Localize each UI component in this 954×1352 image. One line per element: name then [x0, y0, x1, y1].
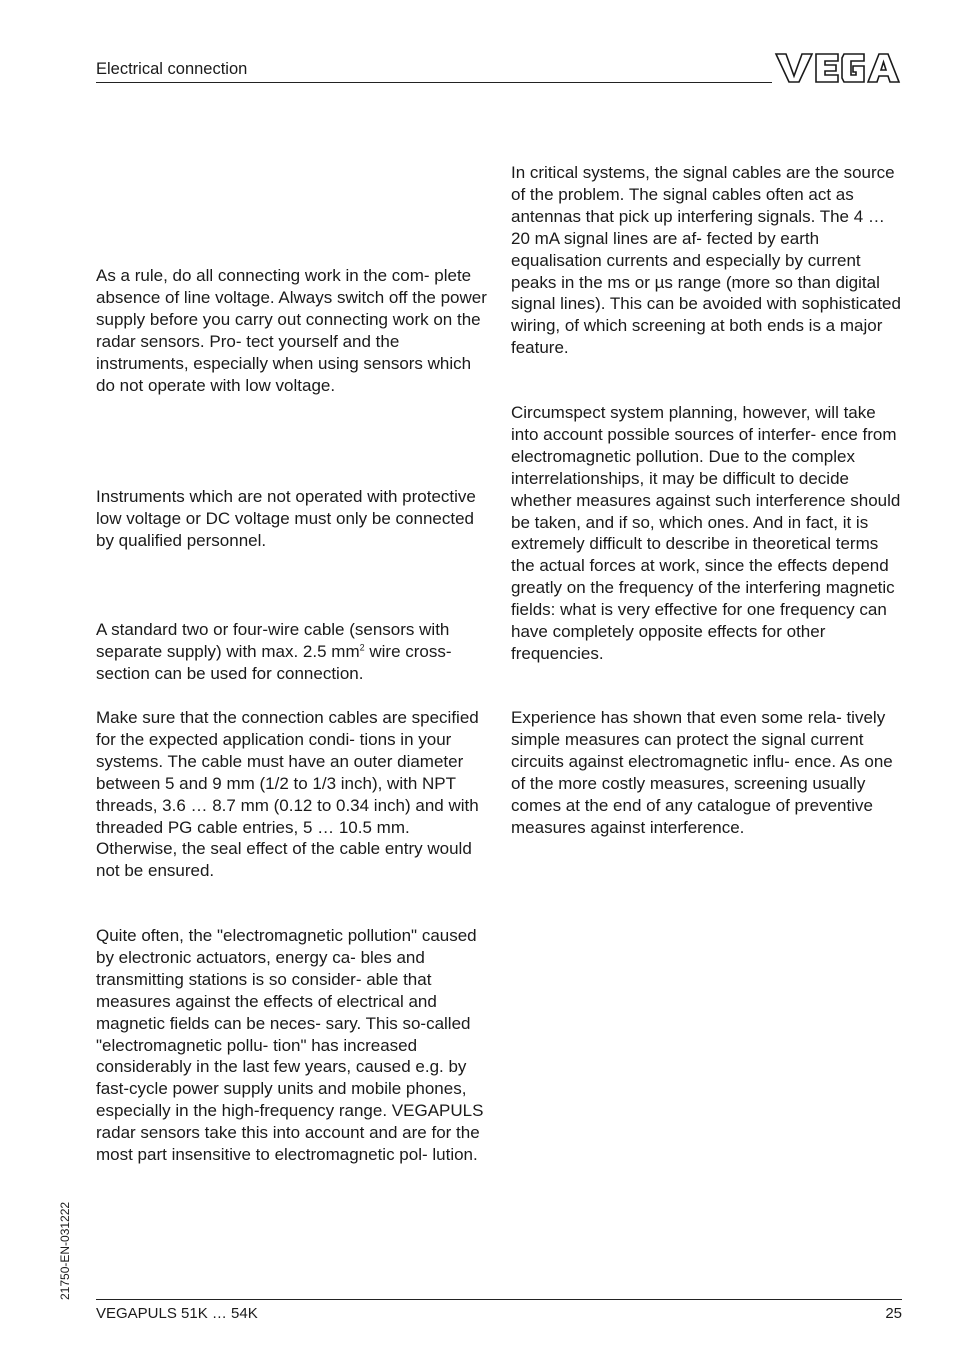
paragraph-connection-cable	[96, 619, 488, 685]
page-number: 25	[885, 1305, 902, 1322]
header-rule	[96, 82, 772, 83]
superscript-2: 2	[359, 642, 365, 653]
paragraph-qualified-personnel: Instruments which are not operated with protective low voltage or DC voltage must only be connected by qualified personnel.	[96, 487, 476, 550]
paragraph-cable-specification: Make sure that the connection cables are specified for the expected application condi- tions in your systems. The cable must have an outer diameter between 5 and 9 mm (1/2 to 1/3 inch), with NPT threads, 3.6 … 8.7 mm (0.12 to 0.34 inch) and with threaded PG cable entries, 5 … 10.5 mm. Otherwise, the seal effect of the cable entry would not be ensured.	[96, 708, 479, 881]
cable-text-before: A standard two or four-wire cable (sensors with separate supply) with max. 2.5 mm	[96, 620, 450, 661]
paragraph-system-planning: Circumspect system planning, however, will take into account possible sources of interfer- ence from electromagnetic pollution. Due to the complex interrelationships, it may be difficult to decide whether measures against such interference should be taken, and if so, which ones. And in fact, it is extremely difficult to describe in theoretical terms the actual forces at work, since the effects depend greatly on the frequency of the interfering magnetic fields: what is very effective for one frequency can have completely opposite effects for other frequencies.	[511, 403, 901, 663]
section-title: Electrical connection	[96, 60, 248, 78]
footer-rule	[96, 1299, 902, 1300]
footer-product-name: VEGAPULS 51K … 54K	[96, 1305, 258, 1322]
document-code: 21750-EN-031222	[58, 1201, 72, 1300]
paragraph-safety: As a rule, do all connecting work in the com- plete absence of line voltage. Always switch off the power supply before you carry out connecting work on the radar sensors. Pro- tect yourself and the instruments, especially when using sensors which do not operate with low voltage.	[96, 266, 487, 395]
paragraph-simple-measures: Experience has shown that even some rela- tively simple measures can protect the signal current circuits against electromagnetic influ- ence. As one of the more costly measures, screening usually comes at the end of any catalogue of preventive measures against interference.	[511, 708, 893, 837]
paragraph-electromagnetic-pollution: Quite often, the "electromagnetic pollution" caused by electronic actuators, energy ca- bles and transmitting stations is so consider- able that measures against the effects of electrical and magnetic fields can be neces- sary. This so-called "electromagnetic pollu- tion" has increased considerably in the last few years, caused e.g. by fast-cycle power supply units and mobile phones, especially in the high-frequency range. VEGAPULS radar sensors take this into account and are for the most part insensitive to electromagnetic pol- lution.	[96, 926, 484, 1165]
cable-text-after: wire cross-section can be used for connection.	[96, 641, 452, 683]
vega-logo	[772, 50, 902, 86]
paragraph-signal-cables: In critical systems, the signal cables are the source of the problem. The signal cables often act as antennas that pick up interfering signals. The 4 … 20 mA signal lines are af- fected by earth equalisation currents and especially by current peaks in the ms or µs range (more so than digital signal lines). This can be avoided with sophisticated wiring, of which screening at both ends is a major feature.	[511, 163, 901, 358]
